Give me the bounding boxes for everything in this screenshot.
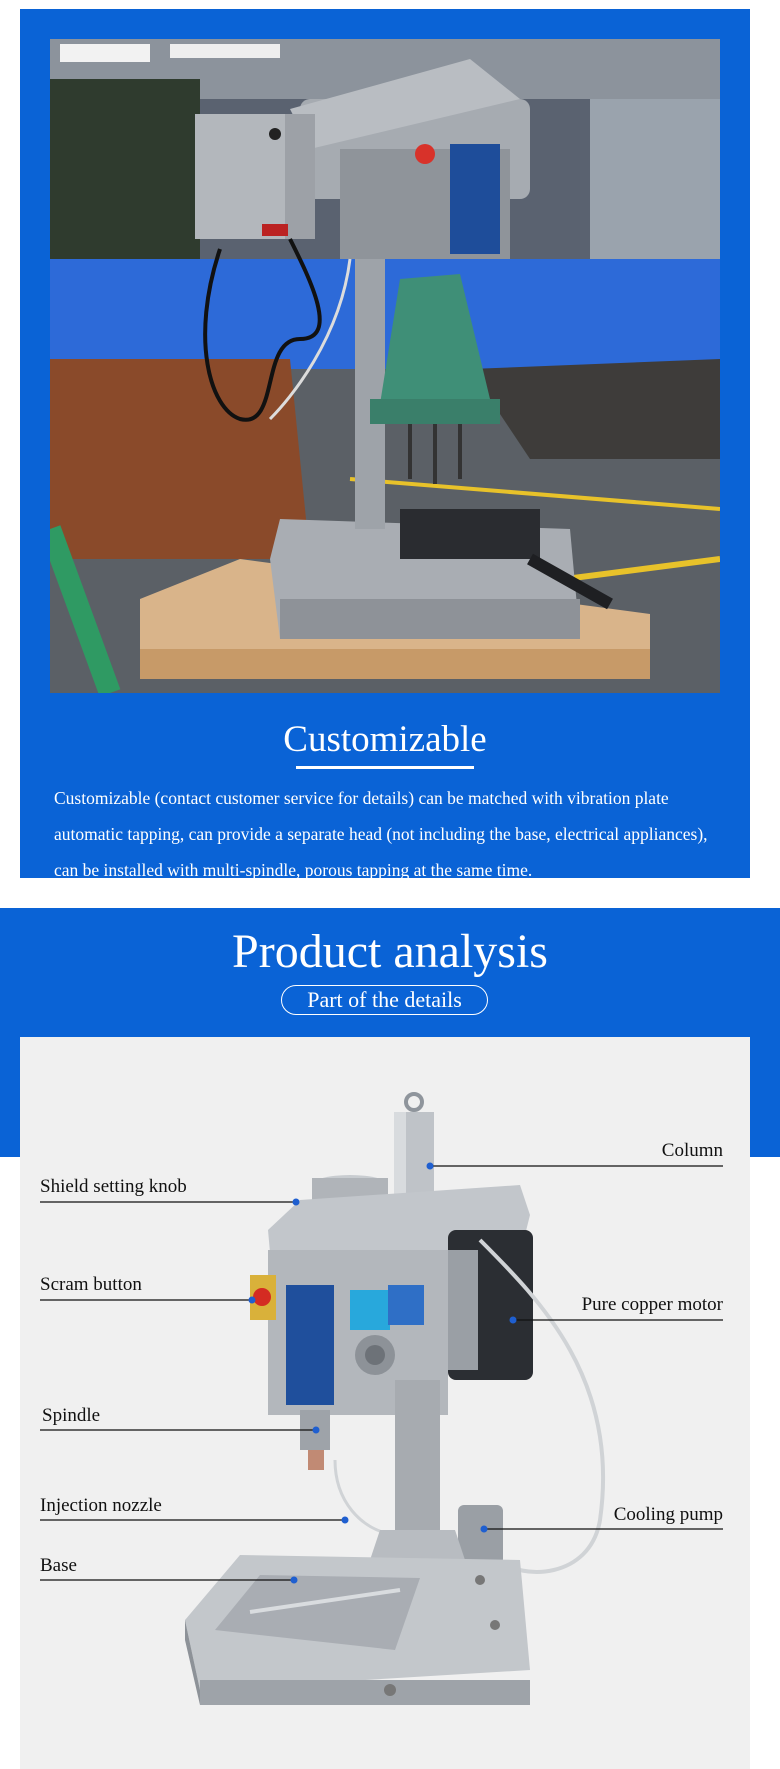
- label-column: Column: [661, 1140, 723, 1161]
- label-scram-button: Scram button: [40, 1274, 142, 1295]
- label-cooling-pump: Cooling pump: [613, 1504, 723, 1525]
- label-base: Base: [40, 1555, 77, 1576]
- label-injection-nozzle: Injection nozzle: [40, 1495, 162, 1516]
- label-shield-setting-knob: Shield setting knob: [40, 1176, 187, 1197]
- customizable-title: Customizable: [283, 719, 487, 760]
- label-spindle: Spindle: [42, 1405, 101, 1426]
- customizable-description: Customizable (contact customer service for details) can be matched with vibration plate automatic tapping, can provide a separate head (not including the base, electrical appliances), can be installed with multi-spindle, porous tapping at the same time.: [54, 788, 708, 880]
- customizable-card: [20, 9, 750, 878]
- factory-photo-tapping-machine: [50, 39, 720, 693]
- part-of-details-badge: Part of the details: [281, 985, 488, 1015]
- product-analysis-title: Product analysis: [232, 925, 548, 978]
- label-pure-copper-motor: Pure copper motor: [581, 1294, 723, 1315]
- title-underline: [296, 766, 474, 769]
